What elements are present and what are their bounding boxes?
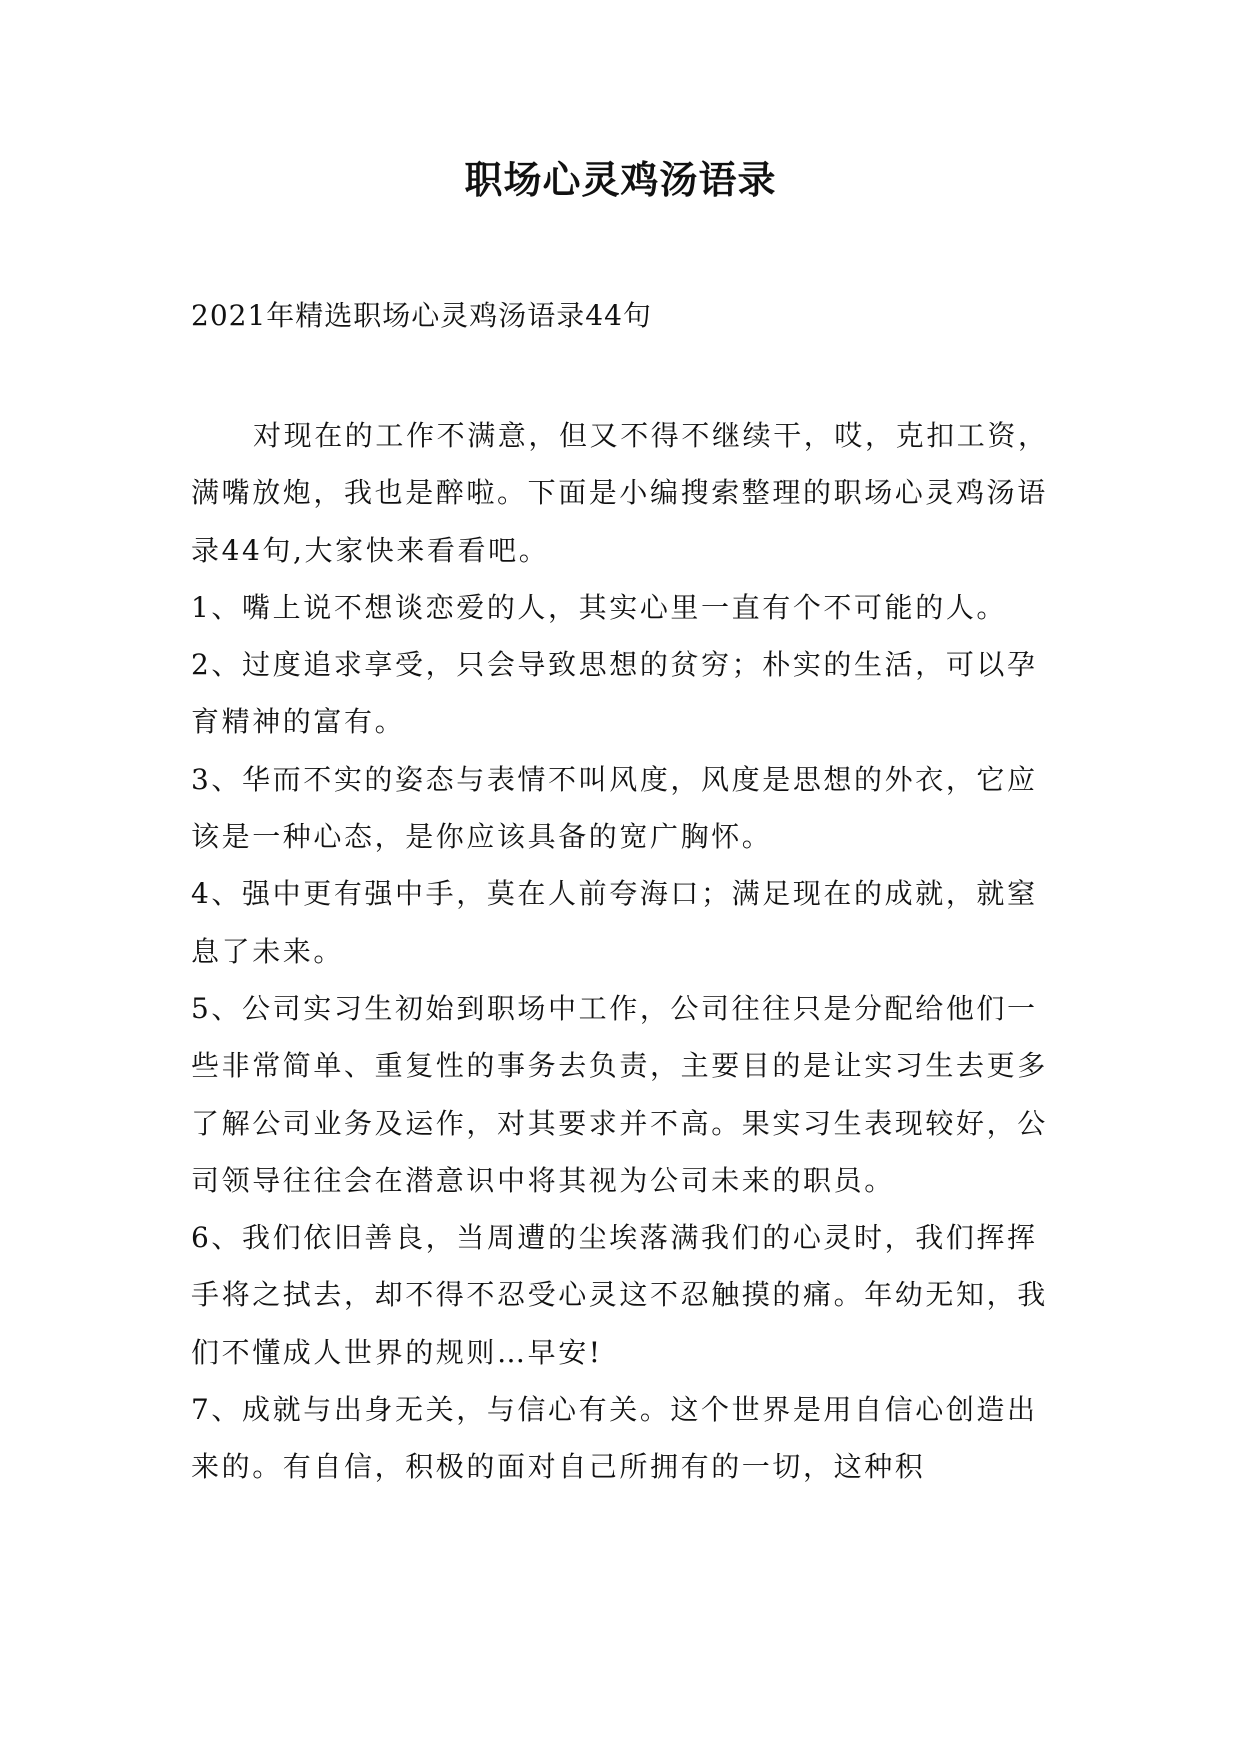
document-body bbox=[191, 407, 1051, 1496]
document-title: 职场心灵鸡汤语录 bbox=[464, 157, 777, 202]
quote-item-6: 6、我们依旧善良，当周遭的尘埃落满我们的心灵时，我们挥挥手将之拭去，却不得不忍受心灵这不忍触摸的痛。年幼无知，我们不懂成人世界的规则…早安! bbox=[191, 1221, 1048, 1369]
quote-item-3: 3、华而不实的姿态与表情不叫风度，风度是思想的外衣，它应该是一种心态，是你应该具备的宽广胸怀。 bbox=[191, 762, 1038, 854]
quote-item-2: 2、过度追求享受，只会导致思想的贫穷；朴实的生活，可以孕育精神的富有。 bbox=[191, 648, 1038, 739]
quote-item-7: 7、成就与出身无关，与信心有关。这个世界是用自信心创造出来的。有自信，积极的面对自己所拥有的一切，这种积 bbox=[191, 1393, 1038, 1484]
document-subtitle: 2021年精选职场心灵鸡汤语录44句 bbox=[191, 299, 652, 332]
quote-item-4: 4、强中更有强中手，莫在人前夸海口；满足现在的成就，就窒息了未来。 bbox=[191, 877, 1038, 968]
intro-paragraph: 对现在的工作不满意，但又不得不继续干，哎，克扣工资，满嘴放炮，我也是醉啦。下面是小编搜索整理的职场心灵鸡汤语录44句,大家快来看看吧。 bbox=[191, 419, 1049, 567]
quote-item-5: 5、公司实习生初始到职场中工作，公司往往只是分配给他们一些非常简单、重复性的事务去负责，主要目的是让实习生去更多了解公司业务及运作，对其要求并不高。果实习生表现较好，公司领导往往会在潜意识中将其视为公司未来的职员。 bbox=[191, 991, 1048, 1197]
quote-item-1: 1、嘴上说不想谈恋爱的人，其实心里一直有个不可能的人。 bbox=[191, 590, 1008, 624]
